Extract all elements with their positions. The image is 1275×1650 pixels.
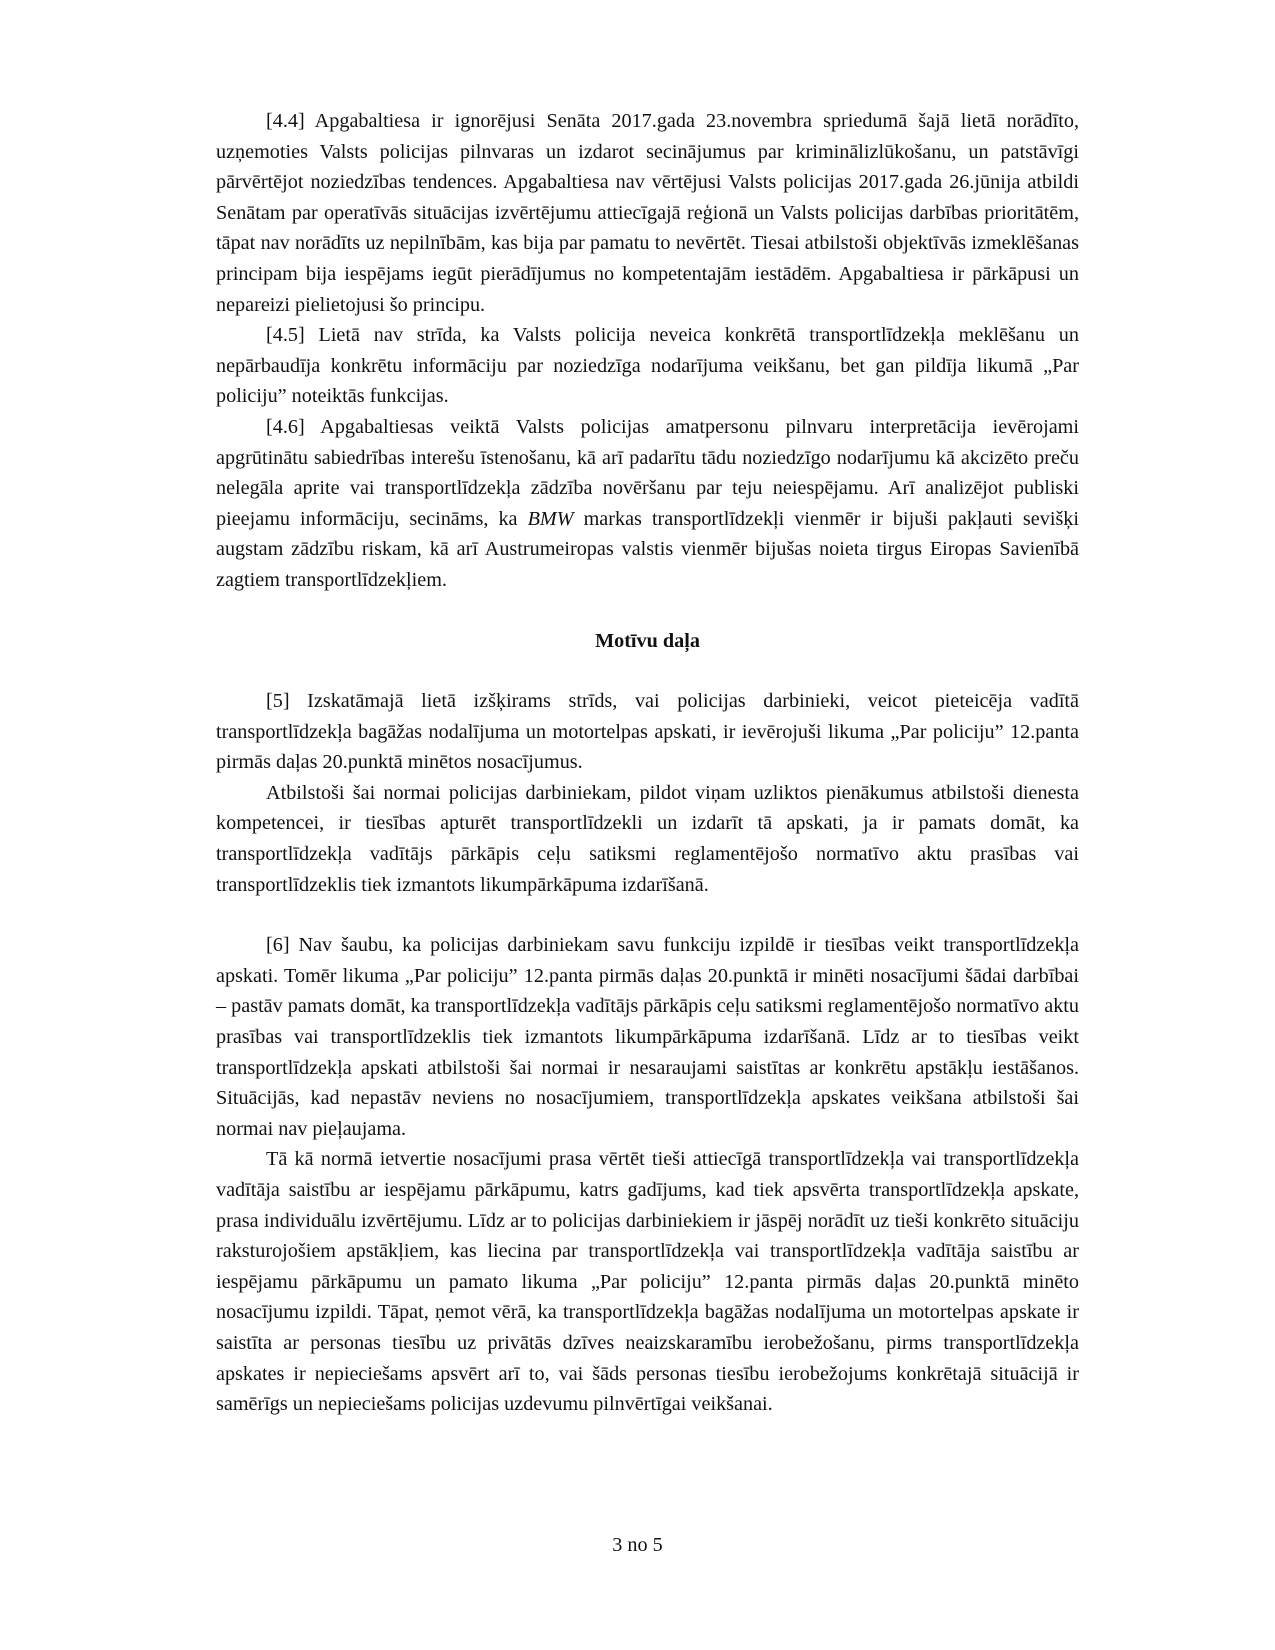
page-number: 3 no 5 (612, 1534, 663, 1556)
paragraph-6-continuation: Tā kā normā ietvertie nosacījumi prasa vērtēt tieši attiecīgā transportlīdzekļa vai transportlīdzekļa vadītāja saistību ar iespējamu pārkāpumu, katrs gadījums, kad tiek apsvērta transportlīdzekļa apskate, prasa individuālu izvērtējumu. Līdz ar to policijas darbiniekiem ir jāspēj norādīt uz tieši konkrēto situāciju raksturojošiem apstākļiem, kas liecina par transportlīdzekļa vai transportlīdzekļa vadītāja saistību ar iespējamu pārkāpumu un pamato likuma „Par policiju” 12.panta pirmās daļas 20.punktā minēto nosacījumu izpildi. Tāpat, ņemot vērā, ka transportlīdzekļa bagāžas nodalījuma un motortelpas apskate ir saistīta ar personas tiesību uz privātās dzīves neaizskaramību ierobežošanu, pirms transportlīdzekļa apskates ir nepieciešams apsvērt arī to, vai šāds personas tiesību ierobežojums konkrētajā situācijā ir samērīgs un nepieciešams policijas uzdevumu pilnvērtīgai veikšanai. (216, 1148, 1079, 1416)
document-body (216, 106, 1079, 1420)
brand-name-emphasis: BMW (527, 507, 574, 530)
paragraph-5-continuation: Atbilstoši šai normai policijas darbiniekam, pildot viņam uzliktos pienākumus atbilstoši dienesta kompetencei, ir tiesības apturēt transportlīdzekli un izdarīt tā apskati, ja ir pamats domāt, ka transportlīdzekļa vadītājs pārkāpis ceļu satiksmi reglamentējošo normatīvo aktu prasības vai transportlīdzeklis tiek izmantots likumpārkāpuma izdarīšanā. (216, 781, 1079, 896)
spacer (216, 900, 1079, 930)
paragraph-4-5: [4.5] Lietā nav strīda, ka Valsts policija neveica konkrētā transportlīdzekļa meklēšanu un nepārbaudīja konkrētu informāciju par noziedzīga nodarījuma veikšanu, bet gan pildīja likumā „Par policiju” noteiktās funkcijas. (216, 324, 1079, 408)
spacer (216, 656, 1079, 686)
paragraph-4-4: [4.4] Apgabaltiesa ir ignorējusi Senāta 2017.gada 23.novembra spriedumā šajā lietā norādīto, uzņemoties Valsts policijas pilnvaras un izdarot secinājumus par kriminālizlūkošanu, un patstāvīgi pārvērtējot noziedzības tendences. Apgabaltiesa nav vērtējusi Valsts policijas 2017.gada 26.jūnija atbildi Senātam par operatīvās situācijas izvērtējumu attiecīgajā reģionā un Valsts policijas darbības prioritātēm, tāpat nav norādīts uz nepilnībām, kas bija par pamatu to nevērtēt. Tiesai atbilstoši objektīvās izmeklēšanas principam bija iespējams iegūt pierādījumus no kompetentajām iestādēm. Apgabaltiesa ir pārkāpusi un nepareizi pielietojusi šo principu. (216, 110, 1079, 316)
paragraph-4-6-text-end: markas transportlīdzekļi vienmēr ir bijuši pakļauti sevišķi augstam zādzību riskam, kā arī Austrumeiropas valstis vienmēr bijušas noieta tirgus Eiropas Savienībā zagtiem transportlīdzekļiem. (216, 507, 1080, 591)
paragraph-5: [5] Izskatāmajā lietā izšķirams strīds, vai policijas darbinieki, veicot pieteicēja vadītā transportlīdzekļa bagāžas nodalījuma un motortelpas apskati, ir ievērojuši likuma „Par policiju” 12.panta pirmās daļas 20.punktā minētos nosacījumus. (216, 690, 1079, 774)
section-heading-motivu-dala: Motīvu daļa (595, 629, 700, 652)
paragraph-4-6-text-start: [4.6] Apgabaltiesas veiktā Valsts policijas amatpersonu pilnvaru interpretācija ievērojami apgrūtinātu sabiedrības interešu īstenošanu, kā arī padarītu tādu noziedzīgo nodarījumu kā akcizēto preču nelegāla aprite vai transportlīdzekļa zādzība novēršanu par teju neiespējamu. Arī analizējot publiski pieejamu informāciju, secināms, ka (216, 415, 1079, 530)
paragraph-4-6 (216, 412, 1079, 596)
spacer (216, 596, 1079, 626)
paragraph-6: [6] Nav šaubu, ka policijas darbiniekam savu funkciju izpildē ir tiesības veikt transportlīdzekļa apskati. Tomēr likuma „Par policiju” 12.panta pirmās daļas 20.punktā ir minēti nosacījumi šādai darbībai – pastāv pamats domāt, ka transportlīdzekļa vadītājs pārkāpis ceļu satiksmi reglamentējošo normatīvo aktu prasības vai transportlīdzeklis tiek izmantots likumpārkāpuma izdarīšanā. Līdz ar to tiesības veikt transportlīdzekļa apskati atbilstoši šai normai ir nesaraujami saistītas ar konkrētu apstākļu iestāšanos. Situācijās, kad nepastāv neviens no nosacījumiem, transportlīdzekļa apskates veikšana atbilstoši šai normai nav pieļaujama. (216, 934, 1079, 1140)
